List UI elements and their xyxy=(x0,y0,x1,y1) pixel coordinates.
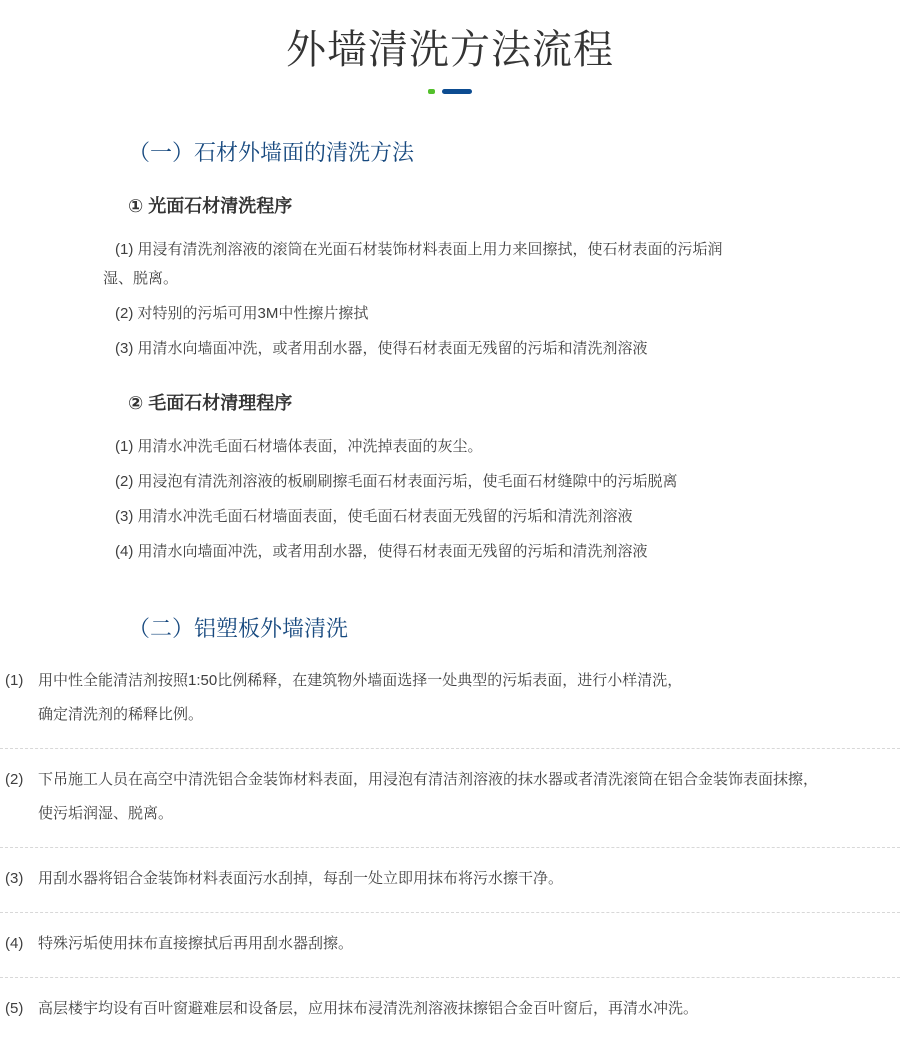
item-text-line: 高层楼宇均设有百叶窗避难层和设备层，应用抹布浸清洗剂溶液抹擦铝合金百叶窗后，再清水冲洗。 xyxy=(38,1000,699,1017)
item-text xyxy=(38,763,894,831)
step-item: (2) 对特别的污垢可用3M中性擦片擦拭 xyxy=(115,305,369,322)
item-number: (1) xyxy=(5,672,24,689)
item-text-line: 特殊污垢使用抹布直接擦拭后再用刮水器刮擦。 xyxy=(38,935,354,952)
item-text-line: 用中性全能清洁剂按照1:50比例稀释，在建筑物外墙面选择一处典型的污垢表面，进行小样清洗， xyxy=(38,672,683,689)
page-title: 外墙清洗方法流程 xyxy=(286,28,614,72)
section-two-heading: （二）铝塑板外墙清洗 xyxy=(128,616,349,641)
numbered-item xyxy=(0,913,900,977)
item-text xyxy=(38,992,894,1026)
item-number: (4) xyxy=(5,935,24,952)
step-item: (1) 用浸有清洗剂溶液的滚筒在光面石材装饰材料表面上用力来回擦拭，使石材表面的污垢润湿、脱离。 xyxy=(103,241,723,287)
step-item: (3) 用清水冲洗毛面石材墙面表面，使毛面石材表面无残留的污垢和清洗剂溶液 xyxy=(115,508,633,525)
numbered-item xyxy=(0,978,900,1042)
step-item: (3) 用清水向墙面冲洗，或者用刮水器，使得石材表面无残留的污垢和清洗剂溶液 xyxy=(115,340,648,357)
step-item: (2) 用浸泡有清洗剂溶液的板刷刷擦毛面石材表面污垢，使毛面石材缝隙中的污垢脱离 xyxy=(115,473,678,490)
numbered-item xyxy=(0,650,900,748)
item-text xyxy=(38,862,894,896)
item-text-line: 用刮水器将铝合金装饰材料表面污水刮掉，每刮一处立即用抹布将污水擦干净。 xyxy=(38,870,564,887)
item-number: (3) xyxy=(5,870,24,887)
article-page xyxy=(0,26,900,1042)
item-text-line: 使污垢润湿、脱离。 xyxy=(38,805,174,822)
step-item: (4) 用清水向墙面冲洗，或者用刮水器，使得石材表面无残留的污垢和清洗剂溶液 xyxy=(115,543,648,560)
smooth-stone-subheading: ① 光面石材清洗程序 xyxy=(128,196,293,216)
section-stone-wall-cleaning xyxy=(103,140,745,566)
item-text-line: 确定清洗剂的稀释比例。 xyxy=(38,706,204,723)
aluminum-panel-steps xyxy=(0,650,900,1042)
rough-stone-steps xyxy=(103,432,745,566)
item-text-line: 下吊施工人员在高空中清洗铝合金装饰材料表面，用浸泡有清洁剂溶液的抹水器或者清洗滚筒在铝合金装饰表面抹擦， xyxy=(38,771,819,788)
smooth-stone-steps xyxy=(103,235,745,363)
section-one-heading: （一）石材外墙面的清洗方法 xyxy=(128,140,415,165)
item-number: (2) xyxy=(5,771,24,788)
item-text xyxy=(38,927,894,961)
section-aluminum-panel-cleaning xyxy=(0,616,900,1042)
item-text xyxy=(38,664,894,732)
accent-bar-icon xyxy=(442,89,472,94)
step-item: (1) 用清水冲洗毛面石材墙体表面，冲洗掉表面的灰尘。 xyxy=(115,438,483,455)
rough-stone-subheading: ② 毛面石材清理程序 xyxy=(128,393,293,413)
item-number: (5) xyxy=(5,1000,24,1017)
accent-dot-icon xyxy=(428,89,435,94)
title-accent xyxy=(0,88,900,94)
numbered-item xyxy=(0,848,900,912)
numbered-item xyxy=(0,749,900,847)
